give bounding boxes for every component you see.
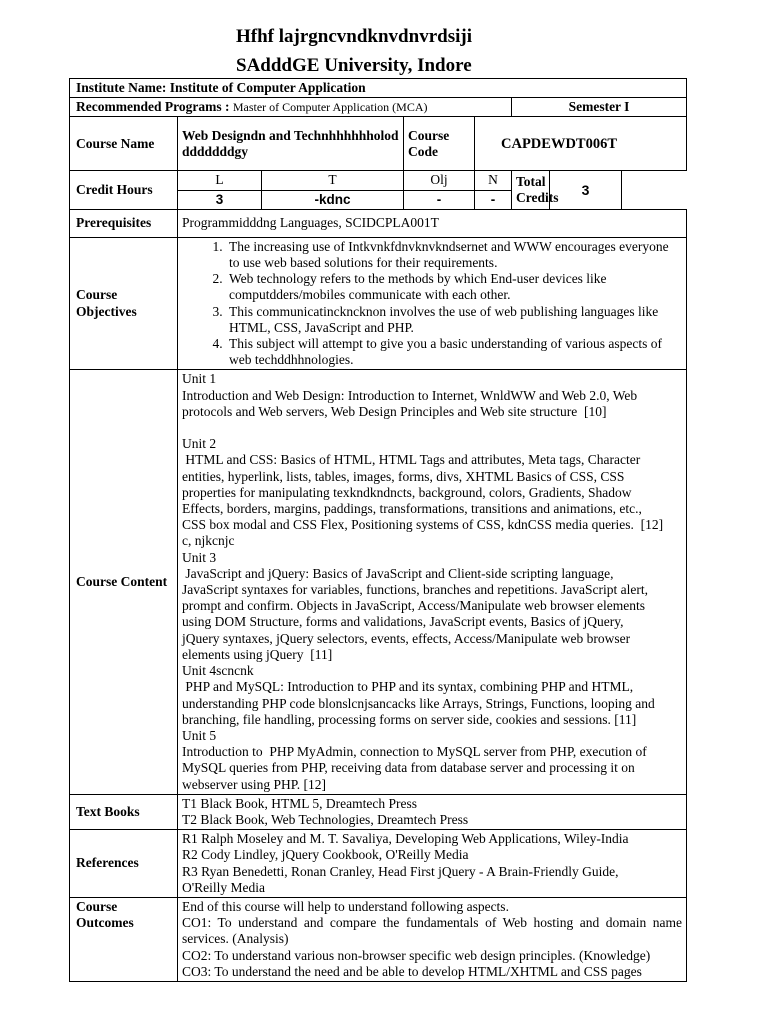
outcome-item: End of this course will help to understand following aspects. bbox=[182, 898, 509, 914]
course-content-line: properties for manipulating texkndkndncts, background, colors, Gradients, Shadow bbox=[182, 484, 632, 500]
course-content-line: entities, hyperlink, lists, tables, images, forms, divs, XHTML Basics of CSS, CSS bbox=[182, 468, 625, 484]
textbook-item: T2 Black Book, Web Technologies, Dreamtech Press bbox=[182, 811, 469, 827]
course-content-line: Unit 5 bbox=[182, 727, 217, 743]
programs-value: Master of Computer Application (MCA) bbox=[232, 100, 428, 115]
course-content-line: Effects, borders, margins, paddings, transformations, transitions and animations, etc., bbox=[182, 501, 642, 517]
course-content-line: JavaScript syntaxes for variables, functions, branches and repetitions. JavaScript alert, bbox=[182, 582, 648, 598]
reference-item: O'Reilly Media bbox=[182, 879, 266, 895]
semester-label: Semester I bbox=[512, 98, 687, 117]
prerequisites-value: Programmidddng Languages, SCIDCPLA001T bbox=[178, 209, 687, 237]
course-content-line: PHP and MySQL: Introduction to PHP and its syntax, combining PHP and HTML, bbox=[182, 679, 634, 695]
course-content-line: Introduction to PHP MyAdmin, connection to MySQL server from PHP, execution of bbox=[182, 744, 647, 760]
outcome-item: CO1: To understand and compare the fundamentals of Web hosting and domain name services. (Analysis) bbox=[182, 915, 683, 947]
objective-item: 1. The increasing use of Intkvnkfdnvknvkndsernet and WWW encourages everyone to use web based solutions for their requirements. bbox=[226, 239, 682, 271]
programs-row bbox=[70, 98, 687, 117]
course-code-value: CAPDEWDT006T bbox=[475, 117, 687, 171]
course-content-line: MySQL queries from PHP, receiving data from database server and processing it on bbox=[182, 760, 635, 776]
course-content-line: HTML and CSS: Basics of HTML, HTML Tags and attributes, Meta tags, Character bbox=[182, 452, 641, 468]
course-content-line: Unit 4scncnk bbox=[182, 663, 254, 679]
course-content-line: CSS box modal and CSS Flex, Positioning systems of CSS, kdnCSS media queries. [12] bbox=[182, 517, 664, 533]
institute-label: Institute Name: bbox=[76, 80, 167, 95]
credit-head-l: L bbox=[178, 171, 262, 190]
course-content-line: Unit 1 bbox=[182, 371, 217, 387]
credit-value-t: -kdnc bbox=[262, 190, 404, 209]
course-content-line: JavaScript and jQuery: Basics of JavaScript and Client-side scripting language, bbox=[182, 565, 614, 581]
textbooks-label: Text Books bbox=[70, 794, 178, 829]
reference-item: R3 Ryan Benedetti, Ronan Cranley, Head First jQuery - A Brain-Friendly Guide, bbox=[182, 863, 619, 879]
objectives-row bbox=[70, 237, 687, 370]
course-name-value: Web Designdn and Technhhhhhholoddddddddgy bbox=[178, 117, 404, 171]
course-content-line: Introduction and Web Design: Introduction to Internet, WnldWW and Web 2.0, Web bbox=[182, 387, 638, 403]
reference-item: R2 Cody Lindley, jQuery Cookbook, O'Reilly Media bbox=[182, 847, 469, 863]
university-title-line-1: Hfhf lajrgncvndknvdnvrdsiji bbox=[236, 26, 472, 47]
total-credits-label: Total Credits bbox=[512, 171, 550, 209]
course-content-line: prompt and confirm. Objects in JavaScript, Access/Manipulate web browser elements bbox=[182, 598, 646, 614]
course-content-line: branching, file handling, processing forms on server side, cookies and sessions. [11] bbox=[182, 711, 637, 727]
institute-name: Institute of Computer Application bbox=[169, 80, 366, 95]
textbook-item: T1 Black Book, HTML 5, Dreamtech Press bbox=[182, 795, 417, 811]
reference-item: R1 Ralph Moseley and M. T. Savaliya, Developing Web Applications, Wiley-India bbox=[182, 831, 629, 847]
course-name-row bbox=[70, 117, 687, 171]
course-content-line: jQuery syntaxes, jQuery selectors, events, effects, Access/Manipulate web browser bbox=[182, 630, 631, 646]
credit-head-p: Olj bbox=[404, 171, 475, 190]
prerequisites-label: Prerequisites bbox=[70, 209, 178, 237]
credit-value-l: 3 bbox=[178, 190, 262, 209]
university-title-line-2: SAdddGE University, Indore bbox=[236, 55, 472, 76]
content-label: Course Content bbox=[70, 370, 178, 794]
credit-head-t: T bbox=[262, 171, 404, 190]
course-content-line: understanding PHP code blonslcnjsancacks like Arrays, Strings, Functions, looping and bbox=[182, 695, 655, 711]
credit-head-n: N bbox=[475, 171, 512, 190]
objective-item: 3. This communicatinckncknon involves the use of web publishing languages like HTML, CSS, JavaScript and PHP. bbox=[226, 304, 682, 336]
course-content-line: webserver using PHP. [12] bbox=[182, 776, 326, 792]
objective-item: 4. This subject will attempt to give you a basic understanding of various aspects of web techddhhnologies. bbox=[226, 336, 682, 368]
course-content-line: Unit 2 bbox=[182, 436, 217, 452]
outcomes-label: Course Outcomes bbox=[70, 897, 178, 981]
references-row bbox=[70, 830, 687, 898]
objectives-list bbox=[182, 239, 682, 369]
credit-heads-row bbox=[70, 171, 687, 190]
outcome-item: CO3: To understand the need and be able to develop HTML/XHTML and CSS pages bbox=[182, 963, 642, 979]
course-content-line bbox=[182, 420, 682, 436]
course-content-line: using DOM Structure, forms and validations, JavaScript events, Basics of jQuery, bbox=[182, 614, 624, 630]
institute-row bbox=[70, 79, 687, 98]
credit-hours-label: Credit Hours bbox=[70, 171, 178, 209]
course-content-line: protocols and Web servers, Web Design Principles and Web site structure [10] bbox=[182, 403, 607, 419]
outcome-item: CO2: To understand various non-browser specific web design principles. (Knowledge) bbox=[182, 947, 651, 963]
references-label: References bbox=[70, 830, 178, 898]
course-content-text bbox=[178, 370, 687, 794]
objective-item: 2. Web technology refers to the methods by which End-user devices like computdders/mobiles communicate with each other. bbox=[226, 271, 682, 303]
content-row bbox=[70, 370, 687, 794]
course-content-line: Unit 3 bbox=[182, 549, 217, 565]
programs-label: Recommended Programs : bbox=[76, 99, 230, 115]
objectives-label: Course Objectives bbox=[70, 237, 178, 370]
total-credits-value: 3 bbox=[550, 171, 622, 209]
credit-value-p: - bbox=[404, 190, 475, 209]
prerequisites-row bbox=[70, 209, 687, 237]
course-name-label: Course Name bbox=[70, 117, 178, 171]
course-content-line: elements using jQuery [11] bbox=[182, 646, 333, 662]
outcomes-row bbox=[70, 897, 687, 981]
course-code-label: Course Code bbox=[404, 117, 475, 171]
textbooks-row bbox=[70, 794, 687, 829]
course-syllabus-table bbox=[69, 78, 687, 982]
credit-value-n: - bbox=[475, 190, 512, 209]
course-content-line: c, njkcnjc bbox=[182, 533, 235, 549]
